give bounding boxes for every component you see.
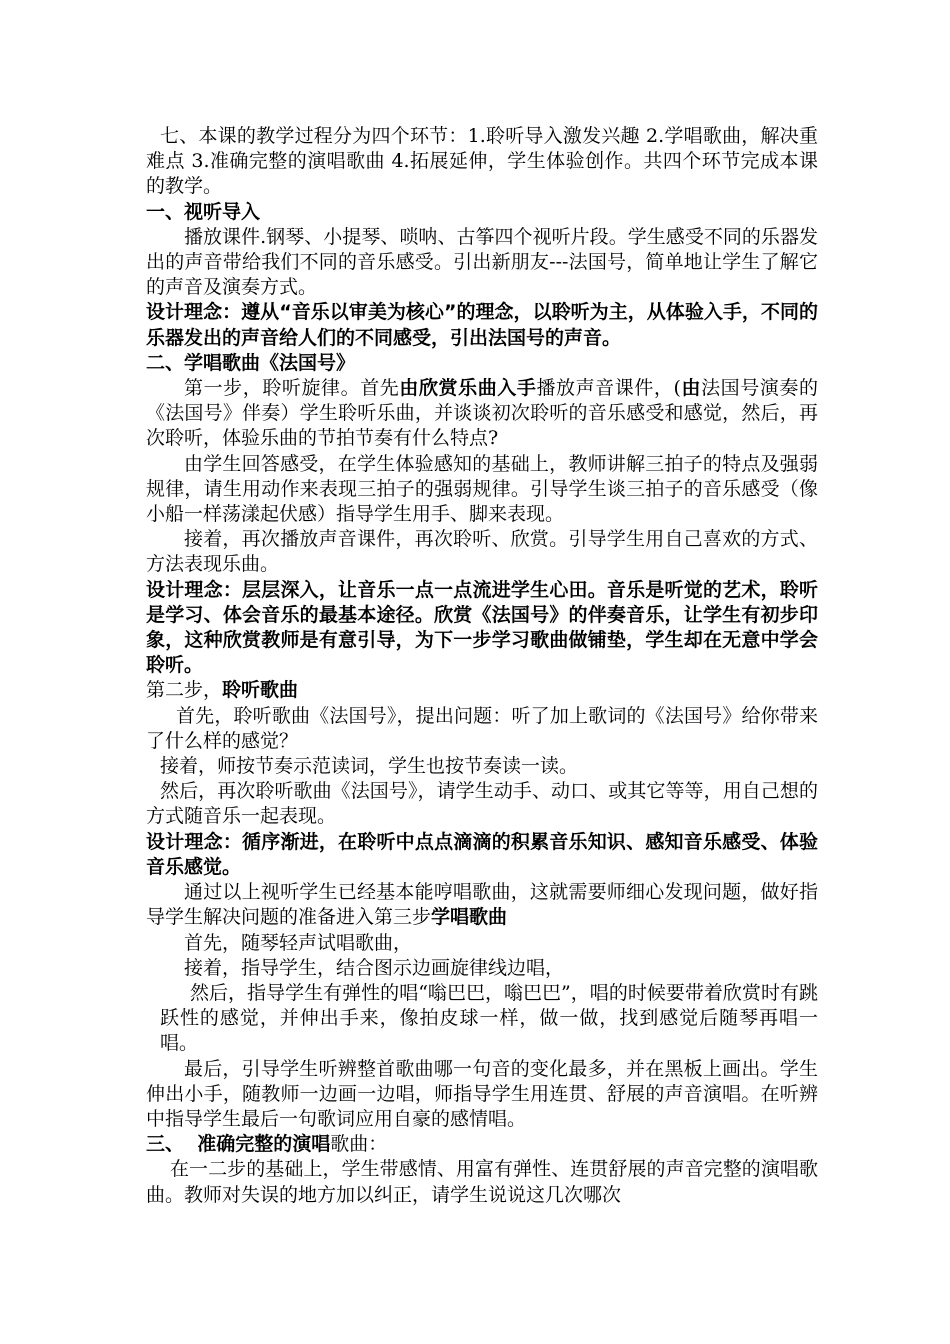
section-2-paragraph-2: 由学生回答感受，在学生体验感知的基础上，教师讲解三拍子的特点及强弱规律，请生用动作来表现三拍子的强弱规律。引导学生谈三拍子的音乐感受（像小船一样荡漾起伏感）指导学生用手、脚来表现。 [146,452,818,526]
p7-text-bold: 学唱歌曲 [431,906,508,929]
document-page [146,124,818,1208]
section-2-design-note-2: 设计理念：循序渐进，在聆听中点点滴滴的积累音乐知识、感知音乐感受、体验音乐感觉。 [146,830,818,878]
section-2-paragraph-11: 最后，引导学生听辨整首歌曲哪一句音的变化最多，并在黑板上画出。学生伸出小手，随教师一边画一边唱，师指导学生用连贯、舒展的声音演唱。在听辨中指导学生最后一句歌词应用自豪的感情唱。 [146,1057,818,1130]
section-2-heading: 二、学唱歌曲《法国号》 [146,351,356,374]
section-2-paragraph-6: 然后，再次聆听歌曲《法国号》，请学生动手、动口、或其它等等，用自己想的方式随音乐一起表现。 [146,780,818,828]
step1-text-a: 第一步，聆听旋律。首先 [184,377,400,400]
section-2-paragraph-10: 然后，指导学生有弹性的唱“嗡巴巴，嗡巴巴”，唱的时候要带着欣赏时有跳跃性的感觉，并伸出手来，像拍皮球一样，做一做，找到感觉后随琴再唱一唱。 [160,981,818,1055]
step2-heading [146,678,818,703]
p7-text-a: 通过以上视听学生已经基本能哼唱歌曲，这就需要师细心发现问题，做好指导学生解决问题的准备进入第三步 [146,881,818,929]
step1-text-e: 法国号演奏的《法国号》伴奏）学生聆听乐曲，并谈谈初次聆听的音乐感受和感觉，然后，再次聆听，体验乐曲的节拍节奏有什么特点? [146,377,818,450]
section-3-heading-rest: 歌曲： [330,1133,388,1156]
section-3-heading [146,1132,818,1157]
section-2-paragraph-8: 首先，随琴轻声试唱歌曲， [184,931,413,954]
section-3-paragraph: 在一二步的基础上，学生带感情、用富有弹性、连贯舒展的声音完整的演唱歌曲。教师对失误的地方加以纠正，请学生说说这几次哪次 [146,1158,818,1206]
step2-heading-a: 第二步， [146,679,223,702]
section-2-paragraph-7 [146,880,818,930]
step2-heading-bold: 聆听歌曲 [222,679,299,702]
section-2-paragraph-9: 接着，指导学生，结合图示边画旋律线边唱， [184,956,565,979]
section-2-paragraph-4: 首先，聆听歌曲《法国号》，提出问题：听了加上歌词的《法国号》给你带来了什么样的感觉？ [146,704,818,752]
section-1-design-note: 设计理念：遵从“音乐以审美为核心”的理念，以聆听为主，从体验入手，不同的乐器发出的声音给人们的不同感受，引出法国号的声音。 [146,301,818,349]
step1-text-c: 播放声音课件，( [536,377,681,400]
section-2-paragraph-5: 接着，师按节奏示范读词，学生也按节奏读一读。 [160,755,579,778]
intro-paragraph: 七、本课的教学过程分为四个环节：1.聆听导入激发兴趣 2.学唱歌曲，解决重难点 3.准确完整的演唱歌曲 4.拓展延伸，学生体验创作。共四个环节完成本课的教学。 [146,125,818,198]
section-1-paragraph: 播放课件.钢琴、小提琴、唢呐、古筝四个视听片段。学生感受不同的乐器发出的声音带给我们不同的音乐感受。引出新朋友---法国号，简单地让学生了解它的声音及演奏方式。 [146,225,818,299]
section-3-heading-bold: 三、 准确完整的演唱 [146,1133,331,1156]
section-2-paragraph-3: 接着，再次播放声音课件，再次聆听、欣赏。引导学生用自己喜欢的方式、方法表现乐曲。 [146,528,818,576]
step1-text-bold-2: 由 [680,377,702,400]
section-1-heading: 一、视听导入 [146,200,261,223]
section-2-step1-paragraph [146,376,818,452]
step1-text-bold: 由欣赏乐曲入手 [399,377,537,400]
section-2-design-note-1: 设计理念：层层深入，让音乐一点一点流进学生心田。音乐是听觉的艺术，聆听是学习、体会音乐的最基本途径。欣赏《法国号》的伴奏音乐，让学生有初步印象，这种欣赏教师是有意引导，为下一步学习歌曲做铺垫，学生却在无意中学会聆听。 [146,578,818,677]
